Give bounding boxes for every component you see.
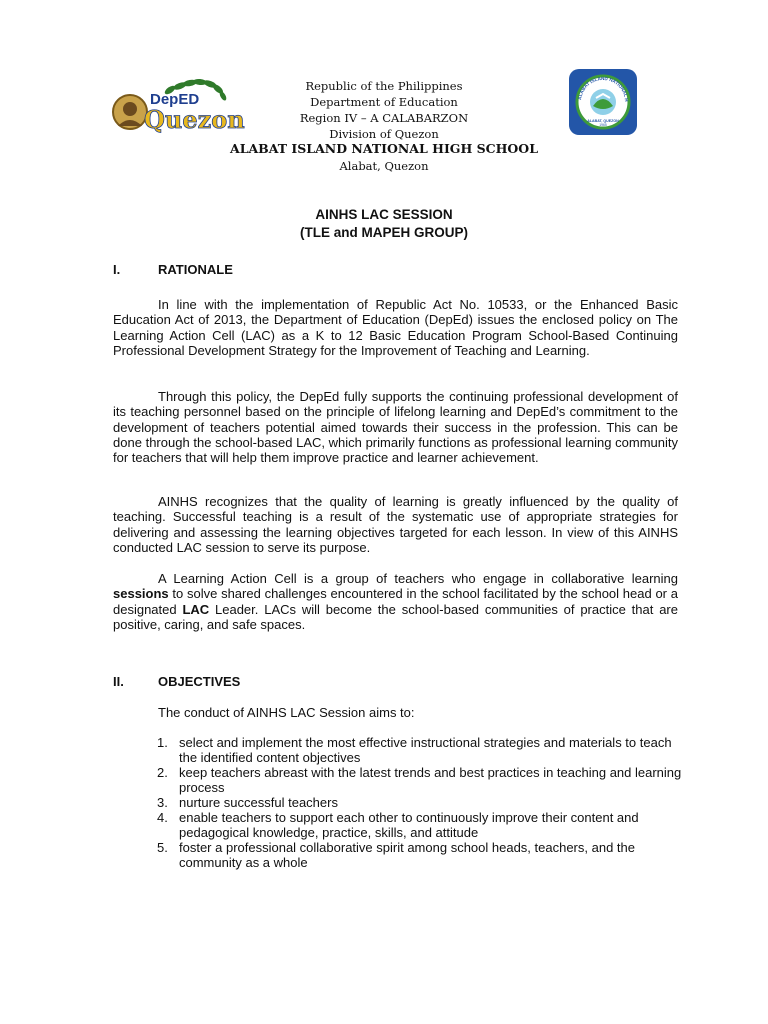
objective-text: keep teachers abreast with the latest trends and best practices in teaching and learning process <box>179 765 682 795</box>
header-department: Department of Education <box>310 95 458 109</box>
document-subtitle: (TLE and MAPEH GROUP) <box>300 225 468 240</box>
header-division: Division of Quezon <box>329 127 439 141</box>
rationale-paragraph-4 <box>113 571 678 632</box>
rationale-paragraph-3: AINHS recognizes that the quality of learning is greatly influenced by the quality of teaching. Successful teaching is a result of the systematic use of appropriate strategies for delivering and assessing the learning objectives targeted for each lesson. In view of this AINHS conducted LAC session to serve its purpose. <box>113 494 678 555</box>
seal-bottom-text: ALABAT, QUEZON <box>587 119 619 123</box>
objective-number: 2. <box>157 765 168 780</box>
objective-item <box>157 840 687 870</box>
objective-number: 5. <box>157 840 168 855</box>
rationale-paragraph-1: In line with the implementation of Republic Act No. 10533, or the Enhanced Basic Education Act of 2013, the Department of Education (DepEd) issues the enclosed policy on The Learning Action Cell (LAC) as a K to 12 Basic Education Program School-Based Continuing Professional Development Strategy for the Improvement of Teaching and Learning. <box>113 297 678 358</box>
objective-text: nurture successful teachers <box>179 795 338 810</box>
objectives-intro: The conduct of AINHS LAC Session aims to: <box>158 705 415 720</box>
p4-bold-sessions: sessions <box>113 586 169 602</box>
objective-number: 3. <box>157 795 168 810</box>
header-republic: Republic of the Philippines <box>305 79 463 93</box>
objective-number: 4. <box>157 810 168 825</box>
section-heading-objectives: OBJECTIVES <box>158 674 241 689</box>
objectives-list <box>157 735 687 870</box>
p4-text-e: Leader. LACs will become the school-based communities of practice that are positive, caring, and safe spaces. <box>113 601 678 632</box>
section-number-rationale: I. <box>113 262 121 277</box>
objective-text: enable teachers to support each other to continuously improve their content and pedagogical knowledge, practice, skills, and attitude <box>179 810 639 840</box>
objective-item <box>157 810 687 840</box>
section-heading-rationale: RATIONALE <box>158 262 233 277</box>
objective-item <box>157 765 687 795</box>
objective-text: select and implement the most effective instructional strategies and materials to teach the identified content objectives <box>179 735 672 765</box>
p4-text-a: A Learning Action Cell is a group of teachers who engage in collaborative learning <box>158 571 678 586</box>
objective-item <box>157 735 687 765</box>
objective-item <box>157 795 687 810</box>
seal-year-text: 1965 <box>599 123 607 127</box>
rationale-paragraph-2: Through this policy, the DepEd fully supports the continuing professional development of its teaching personnel based on the principle of lifelong learning and DepEd’s commitment to the development of teachers potential aimed towards their success in the profession. This can be done through the school-based LAC, which primarily functions as professional learning community for teachers that will help them improve practice and learner achievement. <box>113 389 678 466</box>
header-school-location: Alabat, Quezon <box>339 159 429 173</box>
quezon-brand-text: Quezon <box>144 105 245 134</box>
header-region: Region IV – A CALABARZON <box>299 111 469 125</box>
objective-text: foster a professional collaborative spirit among school heads, teachers, and the community as a whole <box>179 840 635 870</box>
p4-text-c: to solve shared challenges encountered in the school facilitated by the school head or a designated <box>113 586 678 617</box>
document-title: AINHS LAC SESSION <box>315 207 453 222</box>
deped-brand-text: DepED <box>150 91 200 108</box>
section-number-objectives: II. <box>113 674 124 689</box>
objective-number: 1. <box>157 735 168 750</box>
p4-bold-lac: LAC <box>182 601 210 617</box>
header-school-name: ALABAT ISLAND NATIONAL HIGH SCHOOL <box>230 141 538 156</box>
seal-ring-text: ALABAT ISLAND NATIONAL H <box>577 75 630 102</box>
